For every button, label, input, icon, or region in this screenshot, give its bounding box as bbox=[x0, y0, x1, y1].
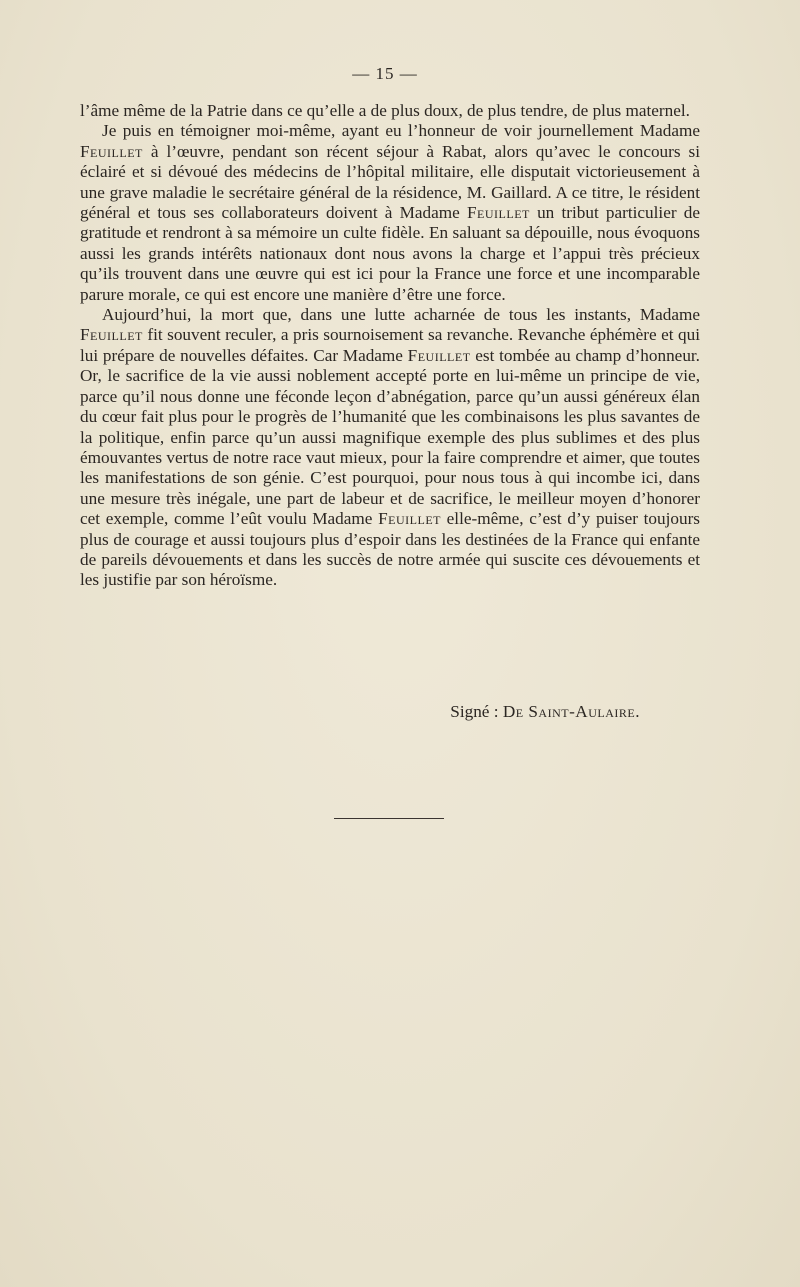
signature-line bbox=[80, 702, 640, 722]
paragraph-text: elle-même, c’est d’y puiser toujours plus de courage et aussi toujours plus d’espoir dans les destinées de la France qui enfante de pareils dévouements et dans les succès de notre armée qui suscite ces dévouements et les justifie par son héroïsme. bbox=[80, 509, 700, 590]
name-small-caps: Feuillet bbox=[467, 203, 530, 223]
signature-name: De Saint-Aulaire. bbox=[502, 702, 640, 721]
paragraph-text: fit souvent reculer, a pris sournoisement sa revanche. Revanche éphémère et qui lui prépare de nouvelles défaites. Car Madame bbox=[80, 325, 700, 365]
name-small-caps: Feuillet bbox=[80, 325, 143, 345]
signature-prefix: Signé : bbox=[450, 702, 503, 721]
paragraph-text: l’âme même de la Patrie dans ce qu’elle a de plus doux, de plus tendre, de plus maternel. bbox=[80, 101, 690, 120]
paragraph-text: Je puis en témoigner moi-même, ayant eu l’honneur de voir journellement Madame bbox=[102, 121, 700, 141]
paragraph-text: un tribut particulier de gratitude et rendront à sa mémoire un culte fidèle. En saluant sa dépouille, nous évoquons aussi les grands intérêts nationaux dont nous avons la charge et l’appui très précieux qu’ils trouvent dans une œuvre qui est ici pour la France une force et une incomparable parure morale, ce qui est encore une manière d’être une force. bbox=[80, 203, 700, 304]
paragraph-text: Aujourd’hui, la mort que, dans une lutte acharnée de tous les instants, Madame bbox=[102, 305, 700, 325]
paragraph bbox=[80, 101, 700, 121]
paragraph-text: est tombée au champ d’honneur. Or, le sacrifice de la vie aussi noblement accepté porte en lui-même un principe de vie, parce qu’il nous donne une féconde leçon d’abnégation, parce qu’un aussi généreux élan du cœur fait plus pour le progrès de l’humanité que les combinaisons les plus savantes de la politique, enfin parce qu’un aussi magnifique exemple des plus sublimes et des plus émouvantes vertus de notre race vaut mieux, pour la faire comprendre et aimer, que toutes les manifestations de son génie. C’est pourquoi, pour nous tous à qui incombe ici, dans une mesure très inégale, une part de labeur et de sacrifice, le meilleur moyen d’honorer cet exemple, comme l’eût voulu Madame bbox=[80, 345, 700, 529]
section-divider bbox=[334, 818, 444, 819]
name-small-caps: Feuillet bbox=[378, 509, 441, 529]
body-text bbox=[80, 101, 700, 591]
paragraph bbox=[80, 305, 700, 591]
paragraph-text: à l’œuvre, pendant son récent séjour à Rabat, alors qu’avec le concours si éclairé et si dévoué des médecins de l’hôpital militaire, elle disputait victorieusement à une grave maladie le secrétaire général de la résidence, M. Gaillard. A ce titre, le résident général et tous ses collaborateurs doivent à Madame bbox=[80, 141, 700, 223]
paragraph bbox=[80, 121, 700, 305]
name-small-caps: Feuillet bbox=[407, 345, 471, 365]
page-number: — 15 — bbox=[352, 64, 418, 83]
name-small-caps: Feuillet bbox=[80, 141, 143, 161]
